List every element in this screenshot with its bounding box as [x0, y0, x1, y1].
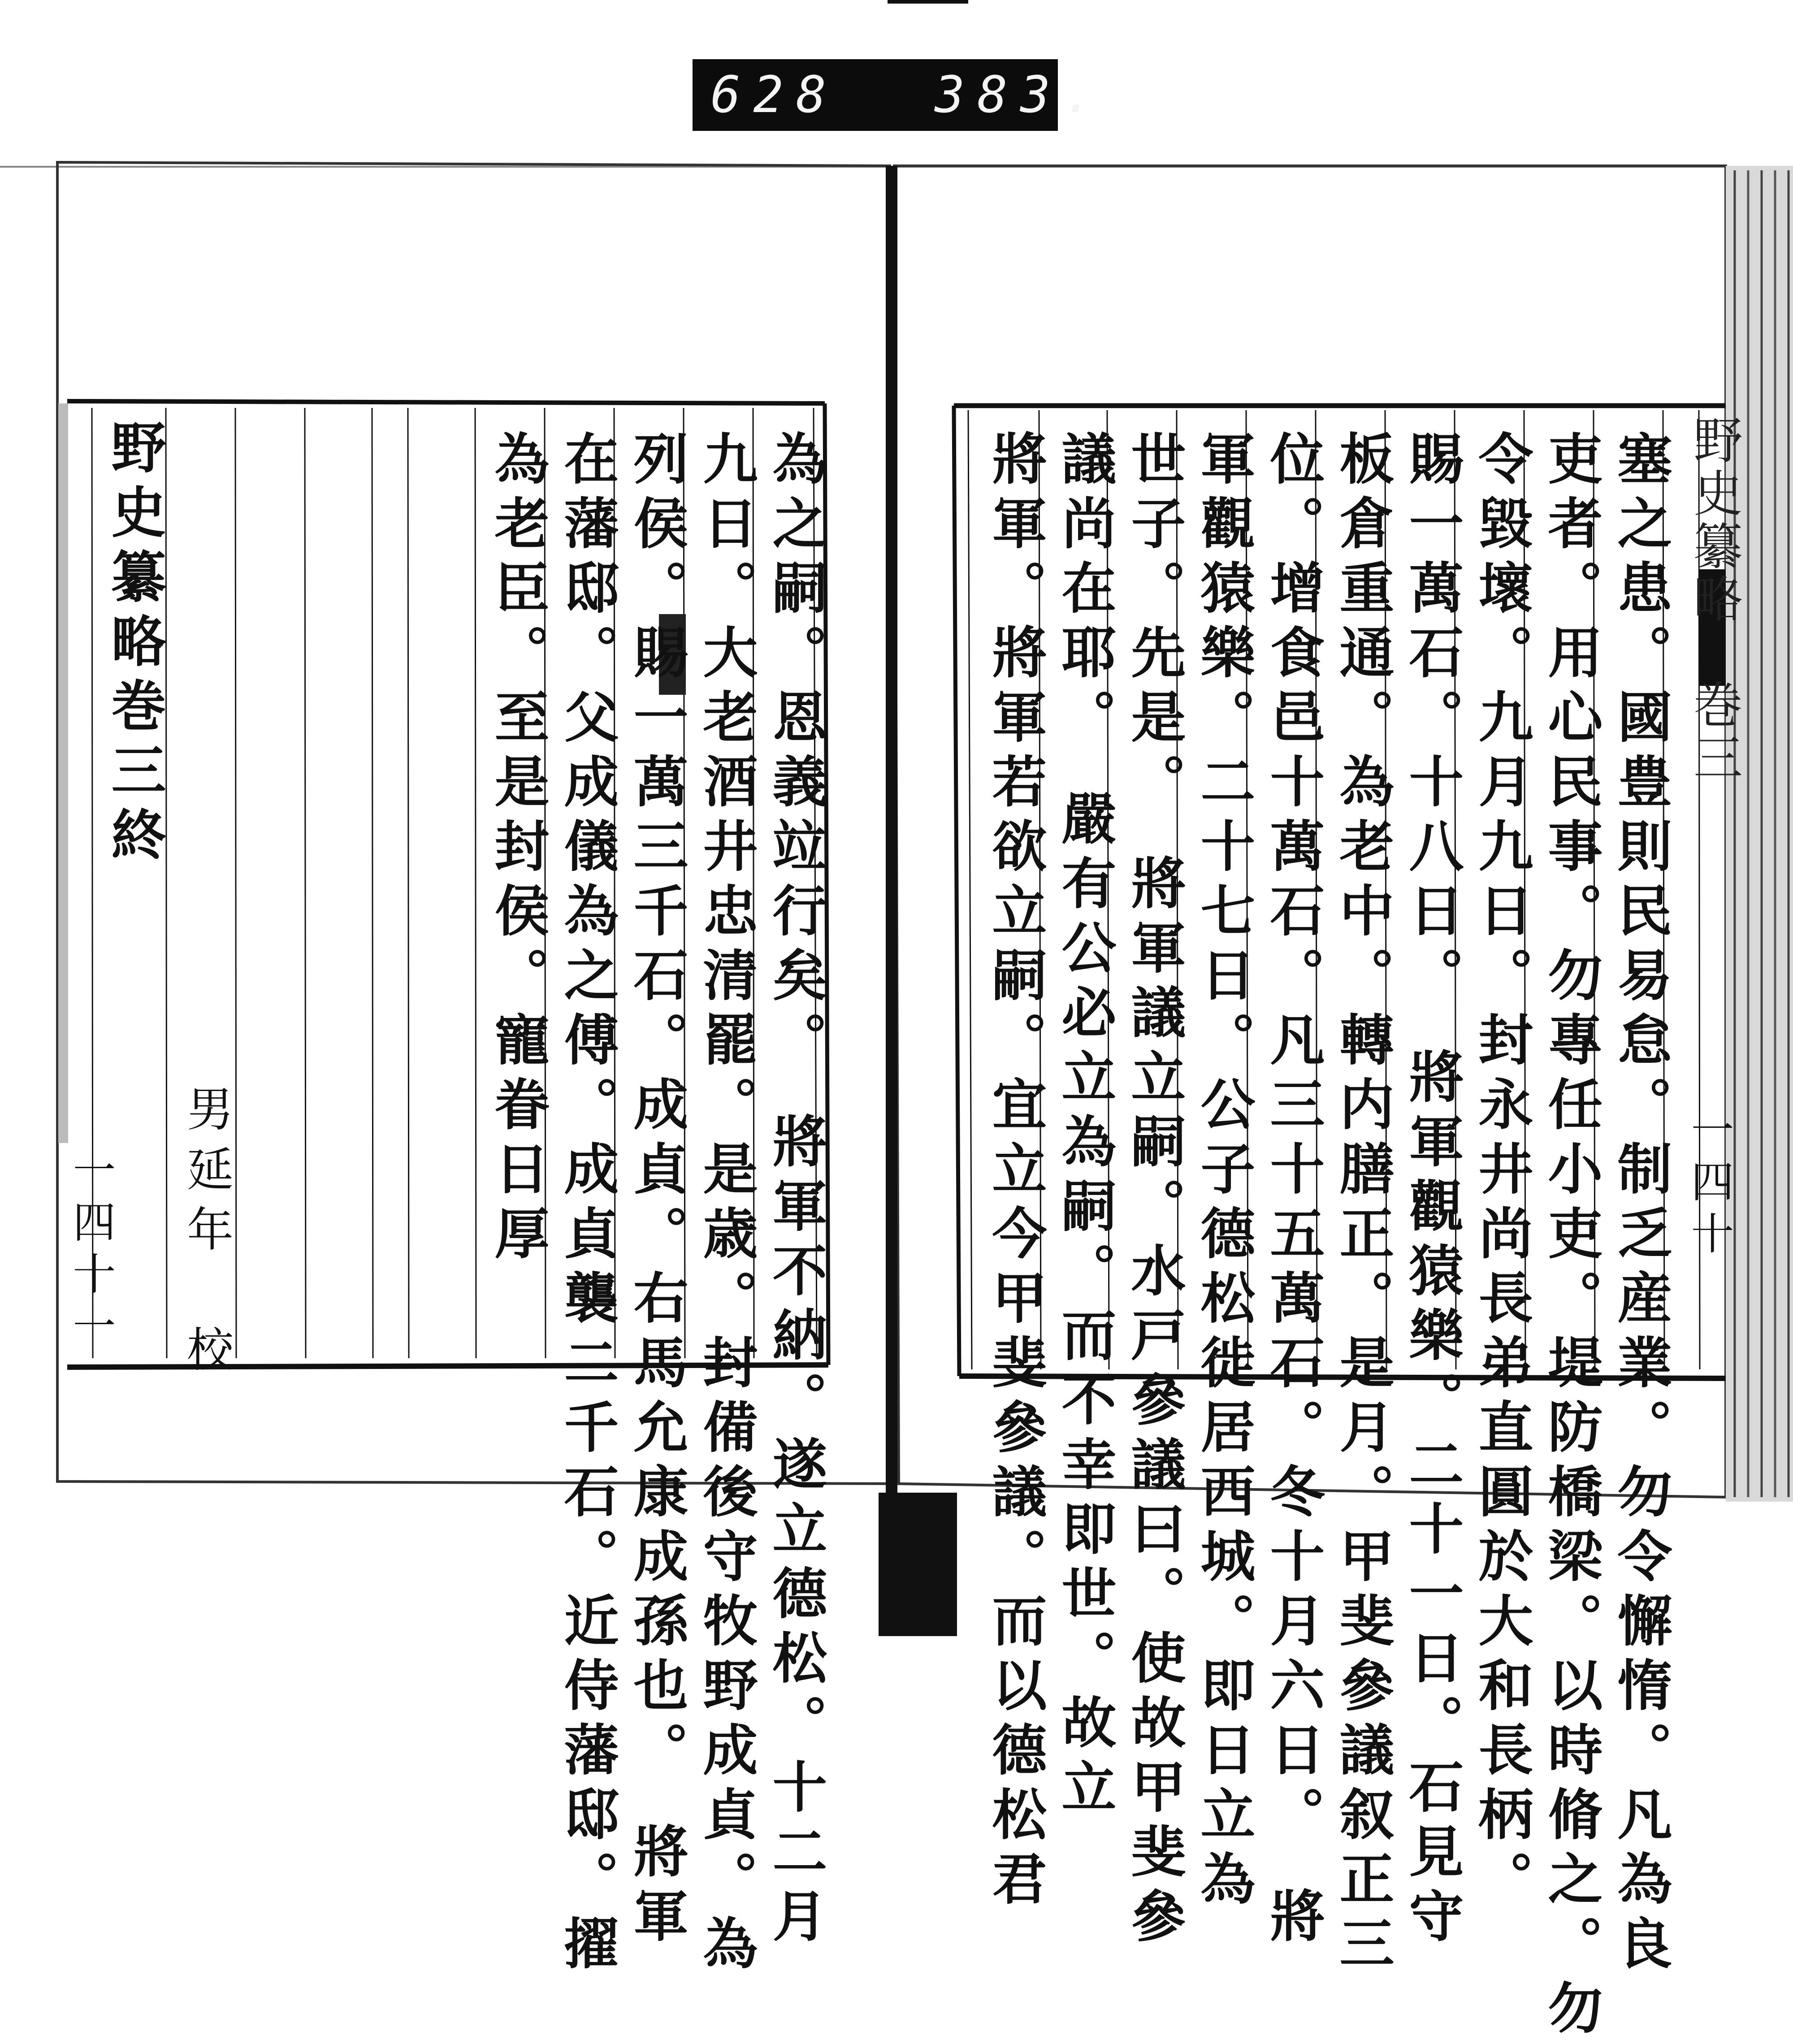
text-column: 九日。大老酒井忠清罷。是歳。封備後守牧野成貞。為	[694, 430, 758, 1979]
text-column: 在藩邸。父成儀為之傅。成貞襲二千石。近侍藩邸。擢	[555, 430, 619, 1979]
text-column: 令毀壞。九月九日。封永井尚長弟直圓於大和長柄。	[1469, 430, 1534, 1915]
text-column: 賜一萬石。十八日。 將軍觀猿樂。二十一日。石見守	[1400, 430, 1464, 1952]
frame-number-right: 383.	[935, 66, 1106, 124]
text-column: 板倉重通。為老中。轉内膳正。是月。甲斐參議叙正三	[1330, 430, 1395, 1979]
text-column: 軍觀猿樂。二十七日。公子德松徙居西城。即日立為	[1191, 430, 1256, 1915]
spine-shadow	[879, 1493, 957, 1636]
page-header: 野史纂略 巻三	[1685, 415, 1743, 785]
text-column: 為老臣。至是封侯。寵眷日厚	[485, 430, 550, 1269]
closing-title: 野史纂略巻三終	[102, 419, 167, 871]
text-column: 列侯。賜一萬三千石。成貞。右馬允康成孫也。 將軍	[624, 430, 689, 1952]
page-number: 一四十	[1684, 1107, 1734, 1263]
text-column: 塞之患。國豊則民易怠。制乏産業。勿令懈惰。凡為良	[1608, 430, 1673, 1979]
editor-credit: 男延年 校	[179, 1085, 234, 1385]
page-number: 一四十一	[66, 1148, 116, 1355]
text-column: 為之嗣。恩義竝行矣。 將軍不納。遂立德松。十二月	[763, 430, 828, 1952]
frame-number-left: 628	[710, 66, 839, 124]
text-column: 將軍。將軍若欲立嗣。宜立今甲斐參議。而以德松君	[983, 430, 1048, 1915]
book-gutter	[886, 166, 897, 1493]
left-margin-shadow	[58, 403, 68, 1143]
text-column: 世子。先是。 將軍議立嗣。水戸參議曰。使故甲斐參	[1122, 430, 1187, 1952]
film-edge-mark	[888, 0, 968, 4]
frame-counter	[693, 59, 1106, 131]
text-column: 議尚在耶。 嚴有公必立為嗣。而不幸即世。故立	[1052, 430, 1117, 1823]
text-column: 吏者。用心民事。勿專任小吏。堤防橋梁。以時脩之。勿	[1539, 430, 1603, 2044]
text-column: 位。增食邑十萬石。凡三十五萬石。冬十月六日。 將	[1261, 430, 1325, 1952]
